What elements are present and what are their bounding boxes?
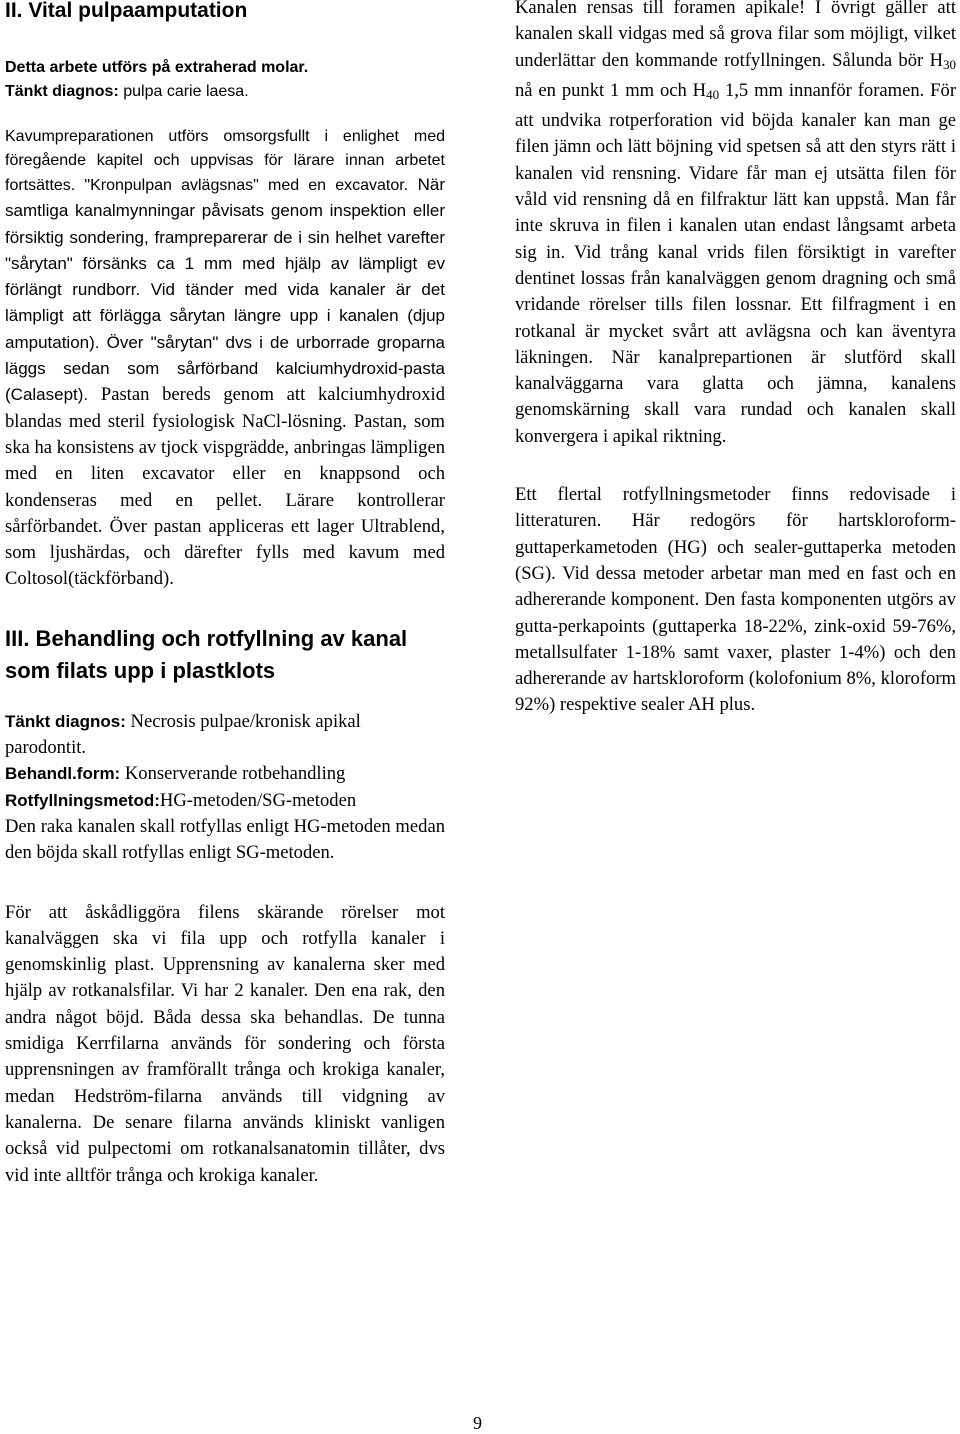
section-3-meta	[5, 709, 445, 814]
paragraph-preparation-cont: När samtliga kanalmynningar påvisats genom inspektion eller försiktig sondering, frampreparerar de i sin helhet varefter "sårytan" försänks ca 1 mm med hjälp av lämpligt ev förlängt rundborr. Vid tänder med vida kanaler är det lämpligt att förlägga sårytan längre upp i kanalen (djup amputation). Över "sårytan" dvs i de urborrade groparna läggs sedan som sårförband kalciumhydroxid-pasta (Calasept).	[5, 175, 446, 405]
paragraph-root-filling-methods: Ett flertal rotfyllningsmetoder finns redovisade i litteraturen. Här redogörs för hartskloroform-guttaperkametoden (HG) och sealer-guttaperka metoden (SG). Vid dessa metoder arbetar man med en fast och en adhererande komponent. Den fasta komponenten utgörs av gutta-perkapoints (guttaperka 18-22%, zink-oxid 59-76%, metallsulfater 1-18% samt vaxer, plaster 1-4%) och den adhererande av hartskloroform (kolofonium 8%, kloroform 92%) respektive sealer AH plus.	[515, 484, 956, 716]
intro-bold-line	[5, 56, 445, 103]
sec3-behandl-label: Behandl.form:	[5, 764, 121, 784]
sec3-text: Den raka kanalen skall rotfyllas enligt HG-metoden medan den böjda skall rotfyllas enligt SG-metoden.	[5, 815, 445, 864]
diagnosis-value: pulpa carie laesa.	[118, 82, 249, 100]
sec3-diagnosis-label: Tänkt diagnos:	[5, 711, 126, 731]
left-column	[5, 0, 445, 1189]
paragraph-preparation	[5, 125, 445, 593]
canal-cleaning-part-a: Kanalen rensas till foramen apikale! I övrigt gäller att kanalen skall vidgas med så grova filar som möjligt, vilket underlättar den kommande rotfyllningen. Sålunda bör H	[515, 0, 956, 71]
paragraph-preparation-sans: Kavumpreparationen utförs omsorgsfullt i enlighet med föregående kapitel och uppvisas för lärare innan arbetet fortsättes. "Kronpulpan avlägsnas" med en excavator.	[5, 128, 445, 194]
file-size-sub-40: 40	[706, 86, 720, 102]
page-number: 9	[473, 1413, 482, 1433]
paragraph-preparation-serif: Pastan bereds genom att kalciumhydroxid blandas med steril fysiologisk NaCl-lösning. Pastan, som ska ha konsistens av tjock vispgrädde, anbringas lämpligen med en liten excavator eller en knappsond och kondenseras med en pellet. Lärare kontrollerar sårförbandet. Över pastan appliceras ett lager Ultrablend, som ljushärdas, och därefter fylls med kavum med Coltosol(täckförband).	[5, 384, 445, 590]
paragraph-canal-cleaning	[515, 0, 956, 450]
sec3-behandl-value: Konserverande rotbehandling	[120, 763, 346, 785]
diagnosis-label: Tänkt diagnos:	[5, 82, 119, 100]
sec3-rotfyllning-value: HG-metoden/SG-metoden	[159, 789, 357, 811]
canal-cleaning-part-c: 1,5 mm innanför foramen. För att undvika rotperforation vid böjda kanaler kan man ge filen jämn och lätt böjning vid spetsen så att den styrs rätt i kanalen vid rensning. Vidare får man ej utsätta filen för våld vid rensning då en filfraktur lätt kan uppstå. Man får inte skruva in filen i kanalen utan endast långsamt arbeta sig in. Vid trång kanal vrids filen försiktigt in varefter dentinet lossas från kanalväggen genom dragning och små vridande rörelser tills filen lossnar. Ett filfragment i en rotkanal är mycket svårt att avlägsna och kan äventyra läkningen. När kanalprepartionen är slutförd skall kanalväggarna vara glatta och jämna, kanalens genomskärning skall vara rundad och kanalen skall konvergera i apikal riktning.	[515, 79, 957, 447]
file-size-sub-30: 30	[943, 56, 956, 72]
intro-bold-text: Detta arbete utförs på extraherad molar.	[5, 59, 309, 76]
paragraph-files: För att åskådliggöra filens skärande rörelser mot kanalväggen ska vi fila upp och rotfylla kanaler i genomskinlig plast. Upprensning av kanalerna sker med hjälp av rotkanalsfilar. Vi har 2 kanaler. Den ena rak, den andra något böjd. Båda dessa ska behandlas. De tunna smidiga Kerrfilarna används för sondering och första upprensningen av framförallt trånga och krokiga kanaler, medan Hedström-filarna används till vidgning av kanalerna. De senare filarna används kliniskt vanligen också vid pulpectomi om rotkanalsanatomin tillåter, dvs vid inte alltför trånga och krokiga kanaler.	[5, 901, 445, 1186]
canal-cleaning-part-b: nå en punkt 1 mm och H	[515, 79, 707, 101]
section-heading-vital-pulpaamputation: II. Vital pulpaamputation	[5, 0, 248, 22]
right-column	[515, 0, 956, 719]
sec3-diagnosis-value: Necrosis pulpae/kronisk apikal parodontit.	[5, 710, 361, 759]
sec3-rotfyllning-label: Rotfyllningsmetod:	[5, 790, 160, 810]
section-heading-behandling: III. Behandling och rotfyllning av kanal som filats upp i plastklots	[5, 625, 408, 683]
